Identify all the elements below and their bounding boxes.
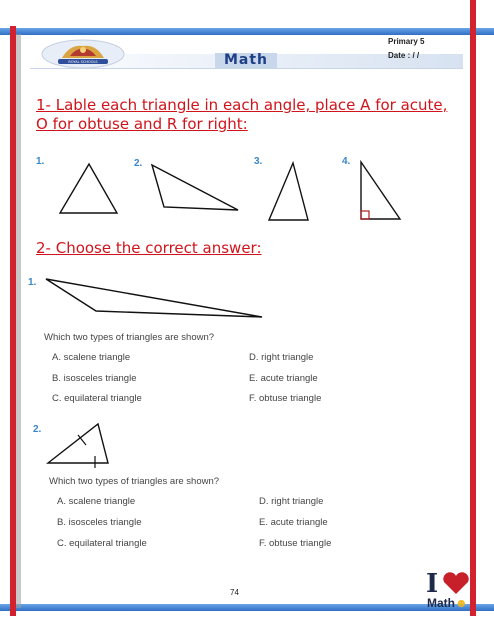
question1-triangle [40, 274, 270, 322]
date-label: Date : / / [388, 51, 420, 60]
page-number: 74 [230, 588, 239, 597]
top-frame-bar [0, 28, 494, 35]
q2-option-f[interactable]: F. obtuse triangle [259, 538, 332, 549]
question2-triangle [44, 416, 114, 468]
brand-math-label: Math [427, 596, 455, 610]
question1-prompt: Which two types of triangles are shown? [44, 332, 215, 343]
q1-option-b[interactable]: B. isosceles triangle [52, 373, 137, 384]
left-frame-bar [10, 26, 16, 616]
logo-text: ROYAL SCHOOLS [68, 60, 98, 64]
q2-option-e[interactable]: E. acute triangle [259, 517, 328, 528]
q2-option-c[interactable]: C. equilateral triangle [57, 538, 147, 549]
triangle-2-obtuse [148, 162, 243, 214]
triangle-1-acute [56, 160, 122, 217]
q2-option-a[interactable]: A. scalene triangle [57, 496, 136, 507]
section1-heading: 1- Lable each triangle in each angle, place A for acute, O for obtuse and R for right: [36, 96, 448, 133]
triangle-label-1: 1. [36, 156, 45, 167]
q1-option-a[interactable]: A. scalene triangle [52, 352, 131, 363]
left-frame-shadow [16, 34, 21, 608]
brand-i: I [426, 569, 439, 599]
right-frame-bar [470, 0, 476, 616]
q1-option-e[interactable]: E. acute triangle [249, 373, 318, 384]
question2-prompt: Which two types of triangles are shown? [49, 476, 220, 487]
math-banner: Math [215, 53, 277, 68]
brand-math-text [427, 596, 468, 610]
triangle-3-acute [264, 160, 314, 224]
school-logo-icon [40, 36, 126, 72]
heart-icon [443, 572, 468, 594]
question2-number: 2. [33, 424, 42, 435]
question1-number: 1. [28, 277, 37, 288]
q1-option-c[interactable]: C. equilateral triangle [52, 393, 142, 404]
triangle-label-4: 4. [342, 156, 351, 167]
q1-option-d[interactable]: D. right triangle [249, 352, 314, 363]
smiley-icon: ☻ [455, 596, 468, 610]
section2-heading: 2- Choose the correct answer: [36, 239, 262, 257]
triangle-label-2: 2. [134, 158, 143, 169]
bottom-frame-bar [0, 604, 494, 611]
q1-option-f[interactable]: F. obtuse triangle [249, 393, 322, 404]
grade-label: Primary 5 [388, 37, 425, 46]
triangle-4-right [356, 158, 406, 224]
triangle-label-3: 3. [254, 156, 263, 167]
q2-option-b[interactable]: B. isosceles triangle [57, 517, 142, 528]
q2-option-d[interactable]: D. right triangle [259, 496, 324, 507]
